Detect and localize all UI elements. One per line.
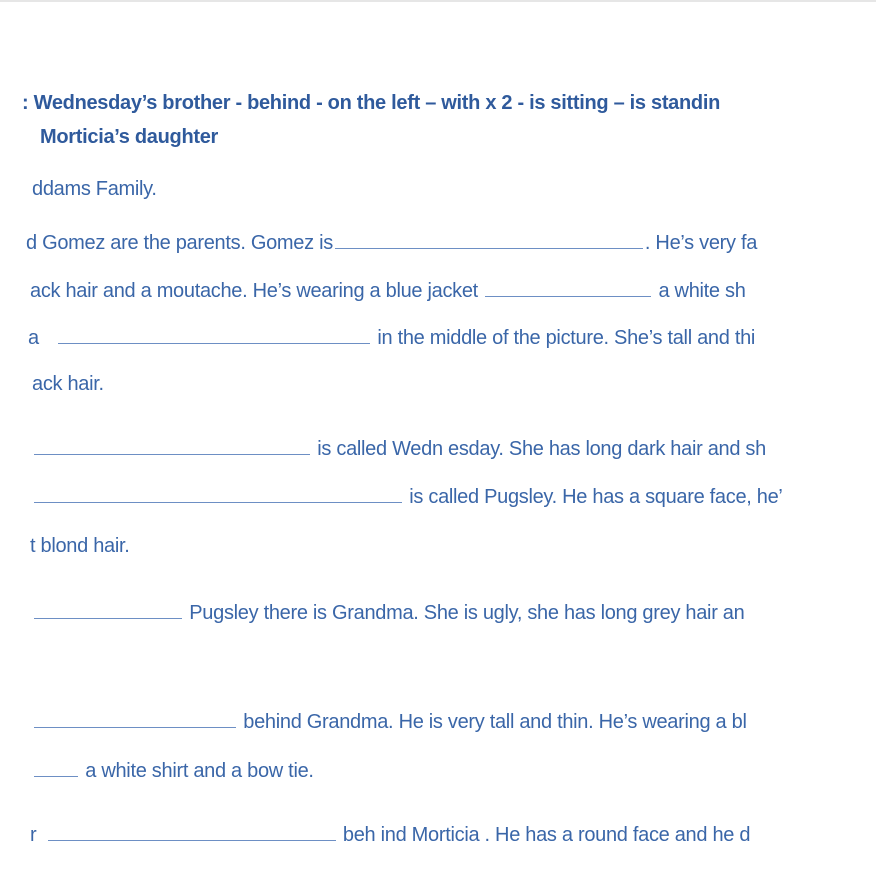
sentence-6-after: Pugsley there is Grandma. She is ugly, she has long grey hair an	[189, 602, 745, 624]
sentence-5-continued: t blond hair.	[30, 535, 130, 557]
sentence-5	[32, 484, 783, 510]
word-bank-line-1: : Wednesday’s brother - behind - on the left – with x 2 - is sitting – is standin	[22, 92, 721, 114]
sentence-4	[32, 436, 766, 462]
sentence-3-after: in the middle of the picture. She’s tall and thi	[377, 327, 756, 349]
blank-5[interactable]	[34, 484, 402, 503]
sentence-6	[32, 600, 744, 626]
sentence-1	[26, 230, 757, 256]
sentence-9	[30, 822, 750, 848]
sentence-9-before: r	[30, 824, 37, 846]
blank-3[interactable]	[58, 325, 370, 344]
sentence-4-after: is called Wedn esday. She has long dark hair and sh	[317, 438, 766, 460]
blank-6[interactable]	[34, 600, 182, 619]
sentence-3-continued: ack hair.	[32, 373, 104, 395]
sentence-2-after: a white sh	[658, 280, 746, 302]
sentence-1-before: d Gomez are the parents. Gomez is	[26, 232, 333, 254]
sentence-5-after: is called Pugsley. He has a square face, he’	[409, 486, 783, 508]
sentence-3-before: a	[28, 327, 39, 349]
sentence-7	[32, 709, 747, 735]
blank-2[interactable]	[485, 278, 651, 297]
blank-9[interactable]	[48, 822, 336, 841]
sentence-3	[28, 325, 755, 351]
exercise-intro: ddams Family.	[32, 178, 157, 200]
blank-7[interactable]	[34, 709, 236, 728]
blank-8[interactable]	[34, 758, 78, 777]
word-bank-line-2: Morticia’s daughter	[40, 126, 219, 148]
sentence-7-after: behind Grandma. He is very tall and thin. He’s wearing a bl	[243, 711, 747, 733]
sentence-1-after: . He’s very fa	[644, 232, 758, 254]
sentence-8	[32, 758, 314, 784]
sentence-2-before: ack hair and a moutache. He’s wearing a blue jacket	[30, 280, 478, 302]
sentence-2	[30, 278, 746, 304]
blank-4[interactable]	[34, 436, 310, 455]
sentence-9-after: beh ind Morticia . He has a round face and he d	[342, 824, 751, 846]
blank-1[interactable]	[335, 230, 643, 249]
sentence-8-after: a white shirt and a bow tie.	[85, 760, 314, 782]
